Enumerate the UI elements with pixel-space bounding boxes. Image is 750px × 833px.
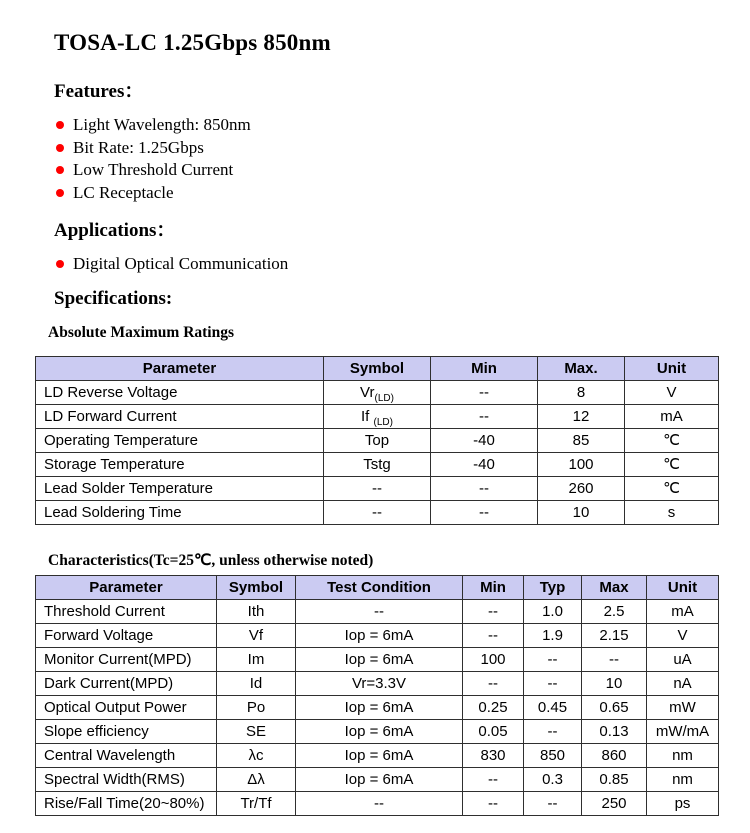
bullet-icon	[56, 144, 64, 152]
column-header-max: Max.	[538, 356, 625, 380]
cell-typ: 1.9	[524, 623, 582, 647]
cell-condition: Iop = 6mA	[296, 647, 463, 671]
cell-symbol: Po	[217, 695, 296, 719]
table-row	[36, 623, 719, 647]
cell-symbol: --	[324, 500, 431, 524]
table-row	[36, 743, 719, 767]
column-header-max: Max	[582, 575, 647, 599]
bullet-icon	[56, 189, 64, 197]
cell-typ: 850	[524, 743, 582, 767]
cell-symbol: SE	[217, 719, 296, 743]
cell-min: --	[431, 380, 538, 404]
list-item-label: Light Wavelength: 850nm	[73, 115, 251, 134]
cell-typ: --	[524, 791, 582, 815]
cell-max: 860	[582, 743, 647, 767]
cell-parameter: Optical Output Power	[36, 695, 217, 719]
cell-condition: Iop = 6mA	[296, 623, 463, 647]
cell-condition: Iop = 6mA	[296, 743, 463, 767]
cell-max: 12	[538, 404, 625, 428]
table-row	[36, 476, 719, 500]
cell-symbol: Ith	[217, 599, 296, 623]
cell-max: 85	[538, 428, 625, 452]
cell-max: 2.5	[582, 599, 647, 623]
cell-parameter: Spectral Width(RMS)	[36, 767, 217, 791]
cell-min: --	[431, 476, 538, 500]
cell-unit: nm	[647, 743, 719, 767]
cell-symbol: Tstg	[324, 452, 431, 476]
cell-max: 8	[538, 380, 625, 404]
header-row	[36, 356, 719, 380]
table-row	[36, 599, 719, 623]
page-title: TOSA-LC 1.25Gbps 850nm	[54, 30, 331, 55]
abs-max-ratings-table	[35, 356, 719, 525]
cell-parameter: Threshold Current	[36, 599, 217, 623]
cell-unit: ℃	[625, 452, 719, 476]
cell-condition: Iop = 6mA	[296, 719, 463, 743]
list-item-label: Digital Optical Communication	[73, 254, 289, 273]
cell-min: --	[463, 767, 524, 791]
column-header-min: Min	[463, 575, 524, 599]
cell-typ: 0.45	[524, 695, 582, 719]
cell-typ: 1.0	[524, 599, 582, 623]
cell-symbol: λc	[217, 743, 296, 767]
cell-min: --	[463, 791, 524, 815]
features-list	[56, 114, 750, 204]
cell-unit: mW	[647, 695, 719, 719]
column-header-typ: Typ	[524, 575, 582, 599]
table-row	[36, 380, 719, 404]
list-item	[56, 159, 750, 182]
cell-max: 0.13	[582, 719, 647, 743]
cell-min: 0.05	[463, 719, 524, 743]
specifications-heading: Specifications:	[54, 287, 173, 309]
table-row	[36, 767, 719, 791]
cell-max: 0.65	[582, 695, 647, 719]
cell-unit: nA	[647, 671, 719, 695]
symbol-subscript: (LD)	[374, 392, 394, 404]
column-header-condition: Test Condition	[296, 575, 463, 599]
cell-parameter: Central Wavelength	[36, 743, 217, 767]
cell-min: --	[431, 500, 538, 524]
list-item	[56, 114, 750, 137]
cell-parameter: Storage Temperature	[36, 452, 324, 476]
cell-symbol: Im	[217, 647, 296, 671]
cell-parameter: Monitor Current(MPD)	[36, 647, 217, 671]
cell-unit: ℃	[625, 476, 719, 500]
list-item-label: Low Threshold Current	[73, 160, 234, 179]
cell-min: --	[431, 404, 538, 428]
cell-min: 0.25	[463, 695, 524, 719]
cell-max: 250	[582, 791, 647, 815]
cell-min: 100	[463, 647, 524, 671]
list-item-label: LC Receptacle	[73, 182, 174, 202]
cell-parameter: Rise/Fall Time(20~80%)	[36, 791, 217, 815]
cell-unit: mA	[647, 599, 719, 623]
bullet-icon	[56, 260, 64, 268]
table-row	[36, 719, 719, 743]
cell-parameter: Forward Voltage	[36, 623, 217, 647]
table-row	[36, 671, 719, 695]
cell-condition: --	[296, 599, 463, 623]
abs-max-ratings-caption: Absolute Maximum Ratings	[48, 323, 235, 341]
cell-symbol: $Vr_{(LD)}$	[324, 380, 431, 404]
cell-min: -40	[431, 452, 538, 476]
cell-max: 260	[538, 476, 625, 500]
table-row	[36, 500, 719, 524]
column-header-symbol: Symbol	[217, 575, 296, 599]
cell-max: 10	[538, 500, 625, 524]
bullet-icon	[56, 166, 64, 174]
cell-unit: mW/mA	[647, 719, 719, 743]
cell-min: --	[463, 599, 524, 623]
column-header-parameter: Parameter	[36, 356, 324, 380]
cell-min: -40	[431, 428, 538, 452]
list-item	[56, 137, 750, 160]
cell-typ: --	[524, 671, 582, 695]
cell-condition: Iop = 6mA	[296, 695, 463, 719]
cell-parameter: Operating Temperature	[36, 428, 324, 452]
cell-symbol: Top	[324, 428, 431, 452]
header-row	[36, 575, 719, 599]
cell-unit: ℃	[625, 428, 719, 452]
cell-parameter: LD Reverse Voltage	[36, 380, 324, 404]
table-row	[36, 452, 719, 476]
cell-unit: mA	[625, 404, 719, 428]
cell-unit: ps	[647, 791, 719, 815]
cell-max: 0.85	[582, 767, 647, 791]
column-header-parameter: Parameter	[36, 575, 217, 599]
cell-typ: --	[524, 719, 582, 743]
column-header-symbol: Symbol	[324, 356, 431, 380]
symbol-subscript: (LD)	[373, 416, 393, 428]
cell-symbol: Tr/Tf	[217, 791, 296, 815]
cell-min: 830	[463, 743, 524, 767]
applications-heading: Applications：	[54, 220, 176, 241]
cell-condition: Vr=3.3V	[296, 671, 463, 695]
cell-max: 100	[538, 452, 625, 476]
cell-parameter: Lead Solder Temperature	[36, 476, 324, 500]
cell-unit: V	[647, 623, 719, 647]
cell-symbol: If $_{(LD)}$	[324, 404, 431, 428]
applications-list	[56, 253, 750, 276]
cell-symbol: --	[324, 476, 431, 500]
cell-min: --	[463, 671, 524, 695]
cell-parameter: Lead Soldering Time	[36, 500, 324, 524]
cell-parameter: LD Forward Current	[36, 404, 324, 428]
cell-parameter: Dark Current(MPD)	[36, 671, 217, 695]
cell-max: --	[582, 647, 647, 671]
table-row	[36, 404, 719, 428]
cell-typ: 0.3	[524, 767, 582, 791]
list-item	[56, 182, 750, 205]
features-heading: Features：	[54, 81, 144, 102]
column-header-unit: Unit	[647, 575, 719, 599]
cell-unit: V	[625, 380, 719, 404]
table-row	[36, 695, 719, 719]
cell-max: 2.15	[582, 623, 647, 647]
column-header-unit: Unit	[625, 356, 719, 380]
cell-typ: --	[524, 647, 582, 671]
cell-min: --	[463, 623, 524, 647]
table-row	[36, 428, 719, 452]
cell-symbol: Δλ	[217, 767, 296, 791]
cell-unit: s	[625, 500, 719, 524]
cell-symbol: Id	[217, 671, 296, 695]
cell-symbol: Vf	[217, 623, 296, 647]
cell-parameter: Slope efficiency	[36, 719, 217, 743]
bullet-icon	[56, 121, 64, 129]
list-item-label: Bit Rate: 1.25Gbps	[73, 137, 204, 157]
cell-condition: Iop = 6mA	[296, 767, 463, 791]
column-header-min: Min	[431, 356, 538, 380]
cell-unit: uA	[647, 647, 719, 671]
table-row	[36, 647, 719, 671]
characteristics-caption: Characteristics(Tc=25℃, unless otherwise noted)	[48, 551, 374, 569]
cell-unit: nm	[647, 767, 719, 791]
cell-max: 10	[582, 671, 647, 695]
table-row	[36, 791, 719, 815]
characteristics-table	[35, 575, 719, 816]
list-item	[56, 253, 750, 276]
cell-condition: --	[296, 791, 463, 815]
